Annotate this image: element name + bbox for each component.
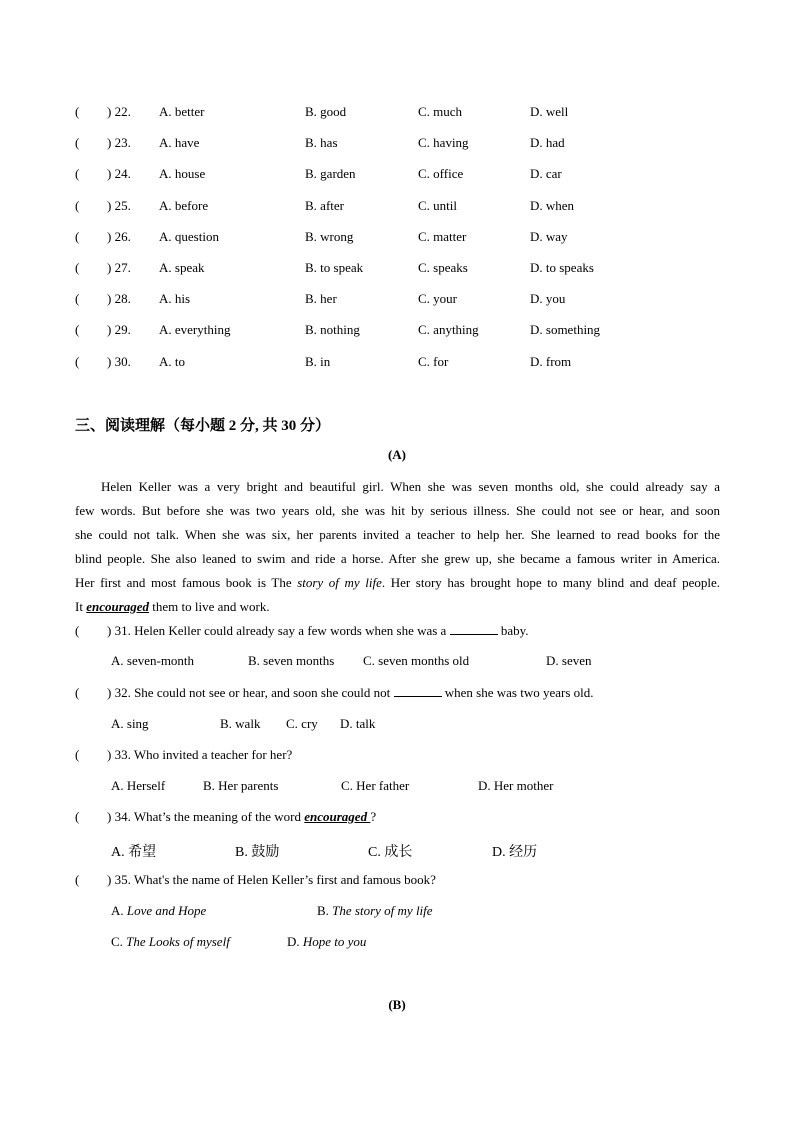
option-label: B. bbox=[317, 903, 333, 918]
option-text: Love and Hope bbox=[126, 903, 207, 918]
answer-paren: ( bbox=[75, 166, 80, 182]
question-number: ) 29. bbox=[107, 322, 131, 338]
question-text: ) 35. What's the name of Helen Keller’s first and famous book? bbox=[107, 872, 436, 887]
answer-paren: ( bbox=[75, 353, 80, 369]
option-text: The Looks of myself bbox=[126, 934, 230, 949]
option-c bbox=[111, 934, 230, 950]
option-a: A. have bbox=[159, 135, 200, 151]
passage-b-heading: (B) bbox=[388, 997, 406, 1012]
option-c: C. having bbox=[418, 135, 469, 151]
answer-paren: ( bbox=[75, 747, 80, 762]
option-b: B. her bbox=[305, 291, 337, 307]
cloze-row bbox=[75, 229, 725, 247]
option-a: A. sing bbox=[111, 716, 149, 731]
passage-line bbox=[75, 595, 720, 619]
question-text: ? bbox=[370, 809, 377, 824]
option-d: D. when bbox=[530, 197, 575, 213]
answer-paren: ( bbox=[75, 291, 80, 307]
passage-line bbox=[75, 571, 720, 595]
question-number: ) 26. bbox=[107, 228, 131, 244]
cloze-row bbox=[75, 135, 725, 153]
book-title: story of my life bbox=[297, 575, 382, 590]
option-b: B. wrong bbox=[305, 228, 354, 244]
cloze-row bbox=[75, 166, 725, 184]
option-a: A. question bbox=[159, 228, 219, 244]
option-a: A. better bbox=[159, 104, 205, 119]
option-c: C. much bbox=[418, 104, 463, 119]
option-d: D. talk bbox=[340, 716, 376, 731]
option-text: The story of my life bbox=[332, 903, 433, 918]
option-c: C. for bbox=[418, 353, 449, 369]
question-34 bbox=[75, 809, 376, 825]
question-number: ) 25. bbox=[107, 197, 131, 213]
option-a: A. speak bbox=[159, 260, 205, 275]
passage-text: Her first and most famous book is The bbox=[75, 575, 298, 590]
option-b: B. to speak bbox=[305, 260, 364, 275]
cloze-row bbox=[75, 104, 725, 122]
question-35 bbox=[75, 872, 436, 888]
option-a bbox=[111, 903, 206, 919]
option-a: A. seven-month bbox=[111, 653, 195, 668]
passage-text: It bbox=[75, 599, 87, 614]
option-c: C. matter bbox=[418, 228, 467, 244]
option-b: B. 鼓励 bbox=[235, 845, 280, 860]
option-d: D. way bbox=[530, 228, 568, 244]
option-d: D. well bbox=[530, 104, 569, 119]
option-b: B. seven months bbox=[248, 653, 335, 668]
answer-blank[interactable] bbox=[394, 684, 442, 697]
cloze-row bbox=[75, 291, 725, 309]
passage-text: . Her story has brought hope to many blind and deaf people. bbox=[381, 575, 720, 590]
question-text: ) 32. She could not see or hear, and soon she could not bbox=[107, 685, 394, 700]
option-a: A. Herself bbox=[111, 778, 166, 793]
option-a: A. everything bbox=[159, 322, 231, 338]
option-d: D. you bbox=[530, 291, 566, 307]
keyword-encouraged: encouraged bbox=[304, 809, 371, 824]
option-c: C. anything bbox=[418, 322, 479, 338]
cloze-row bbox=[75, 322, 725, 340]
question-number: ) 30. bbox=[107, 353, 131, 369]
option-c: C. seven months old bbox=[363, 653, 470, 668]
answer-paren: ( bbox=[75, 623, 80, 638]
cloze-row bbox=[75, 198, 725, 216]
option-label: A. bbox=[111, 903, 127, 918]
answer-blank[interactable] bbox=[450, 622, 498, 635]
passage-line: blind people. She also leaned to swim and ride a horse. After she grew up, she became a famous writer in America. bbox=[75, 551, 720, 566]
option-d: D. something bbox=[530, 322, 601, 338]
option-c: C. 成长 bbox=[368, 845, 413, 860]
option-c: C. until bbox=[418, 197, 458, 213]
option-b bbox=[317, 903, 433, 919]
answer-paren: ( bbox=[75, 135, 80, 151]
question-number: ) 24. bbox=[107, 166, 131, 182]
question-text: baby. bbox=[497, 623, 529, 638]
option-c: C. office bbox=[418, 166, 464, 182]
option-text: Hope to you bbox=[302, 934, 367, 949]
answer-paren: ( bbox=[75, 809, 80, 824]
question-text: ) 33. Who invited a teacher for her? bbox=[107, 747, 293, 762]
option-a: A. house bbox=[159, 166, 206, 182]
option-d: D. to speaks bbox=[530, 260, 594, 275]
option-b: B. after bbox=[305, 197, 344, 213]
question-number: ) 22. bbox=[107, 104, 131, 119]
option-d: D. seven bbox=[546, 653, 592, 668]
option-d: D. from bbox=[530, 353, 572, 369]
cloze-row bbox=[75, 260, 725, 278]
answer-paren: ( bbox=[75, 104, 80, 119]
answer-paren: ( bbox=[75, 260, 80, 275]
option-d bbox=[287, 934, 366, 950]
option-b: B. nothing bbox=[305, 322, 360, 338]
option-b: B. has bbox=[305, 135, 338, 151]
option-d: D. 经历 bbox=[492, 845, 538, 860]
keyword-encouraged: encouraged bbox=[86, 599, 150, 614]
option-b: B. garden bbox=[305, 166, 356, 182]
answer-paren: ( bbox=[75, 685, 80, 700]
section-title: 三、阅读理解（每小题 2 分, 共 30 分） bbox=[75, 418, 331, 434]
passage-a-heading: (A) bbox=[387, 447, 407, 462]
option-a: A. before bbox=[159, 197, 209, 213]
option-c: C. your bbox=[418, 291, 457, 307]
question-text: when she was two years old. bbox=[441, 685, 594, 700]
question-33 bbox=[75, 747, 292, 763]
question-number: ) 27. bbox=[107, 260, 131, 275]
option-c: C. Her father bbox=[341, 778, 410, 793]
passage-a bbox=[75, 475, 720, 619]
option-label: C. bbox=[111, 934, 127, 949]
option-d: D. car bbox=[530, 166, 562, 182]
option-b: B. good bbox=[305, 104, 347, 119]
answer-paren: ( bbox=[75, 322, 80, 338]
question-number: ) 23. bbox=[107, 135, 131, 151]
option-c: C. speaks bbox=[418, 260, 468, 275]
option-a: A. 希望 bbox=[111, 845, 157, 860]
question-31 bbox=[75, 622, 529, 639]
answer-paren: ( bbox=[75, 872, 80, 887]
passage-text: them to live and work. bbox=[149, 599, 270, 614]
question-text: ) 34. What’s the meaning of the word bbox=[107, 809, 305, 824]
option-b: B. in bbox=[305, 353, 331, 369]
option-label: D. bbox=[287, 934, 303, 949]
option-b: B. Her parents bbox=[203, 778, 279, 793]
passage-line: she could not talk. When she was six, her parents invited a teacher to help her. She learned to read books for the bbox=[75, 527, 720, 542]
passage-line: Helen Keller was a very bright and beautiful girl. When she was seven months old, she could already say a bbox=[101, 479, 720, 494]
option-a: A. his bbox=[159, 291, 191, 307]
option-c: C. cry bbox=[286, 716, 318, 731]
question-32 bbox=[75, 684, 594, 701]
option-a: A. to bbox=[159, 353, 185, 369]
answer-paren: ( bbox=[75, 197, 80, 213]
answer-paren: ( bbox=[75, 228, 80, 244]
passage-line: few words. But before she was two years old, she was hit by serious illness. She could not see or hear, and soon bbox=[75, 503, 720, 518]
question-text: ) 31. Helen Keller could already say a few words when she was a bbox=[107, 623, 450, 638]
option-d: D. Her mother bbox=[478, 778, 554, 793]
option-d: D. had bbox=[530, 135, 565, 151]
cloze-row bbox=[75, 354, 725, 372]
option-b: B. walk bbox=[220, 716, 261, 731]
question-number: ) 28. bbox=[107, 291, 131, 307]
